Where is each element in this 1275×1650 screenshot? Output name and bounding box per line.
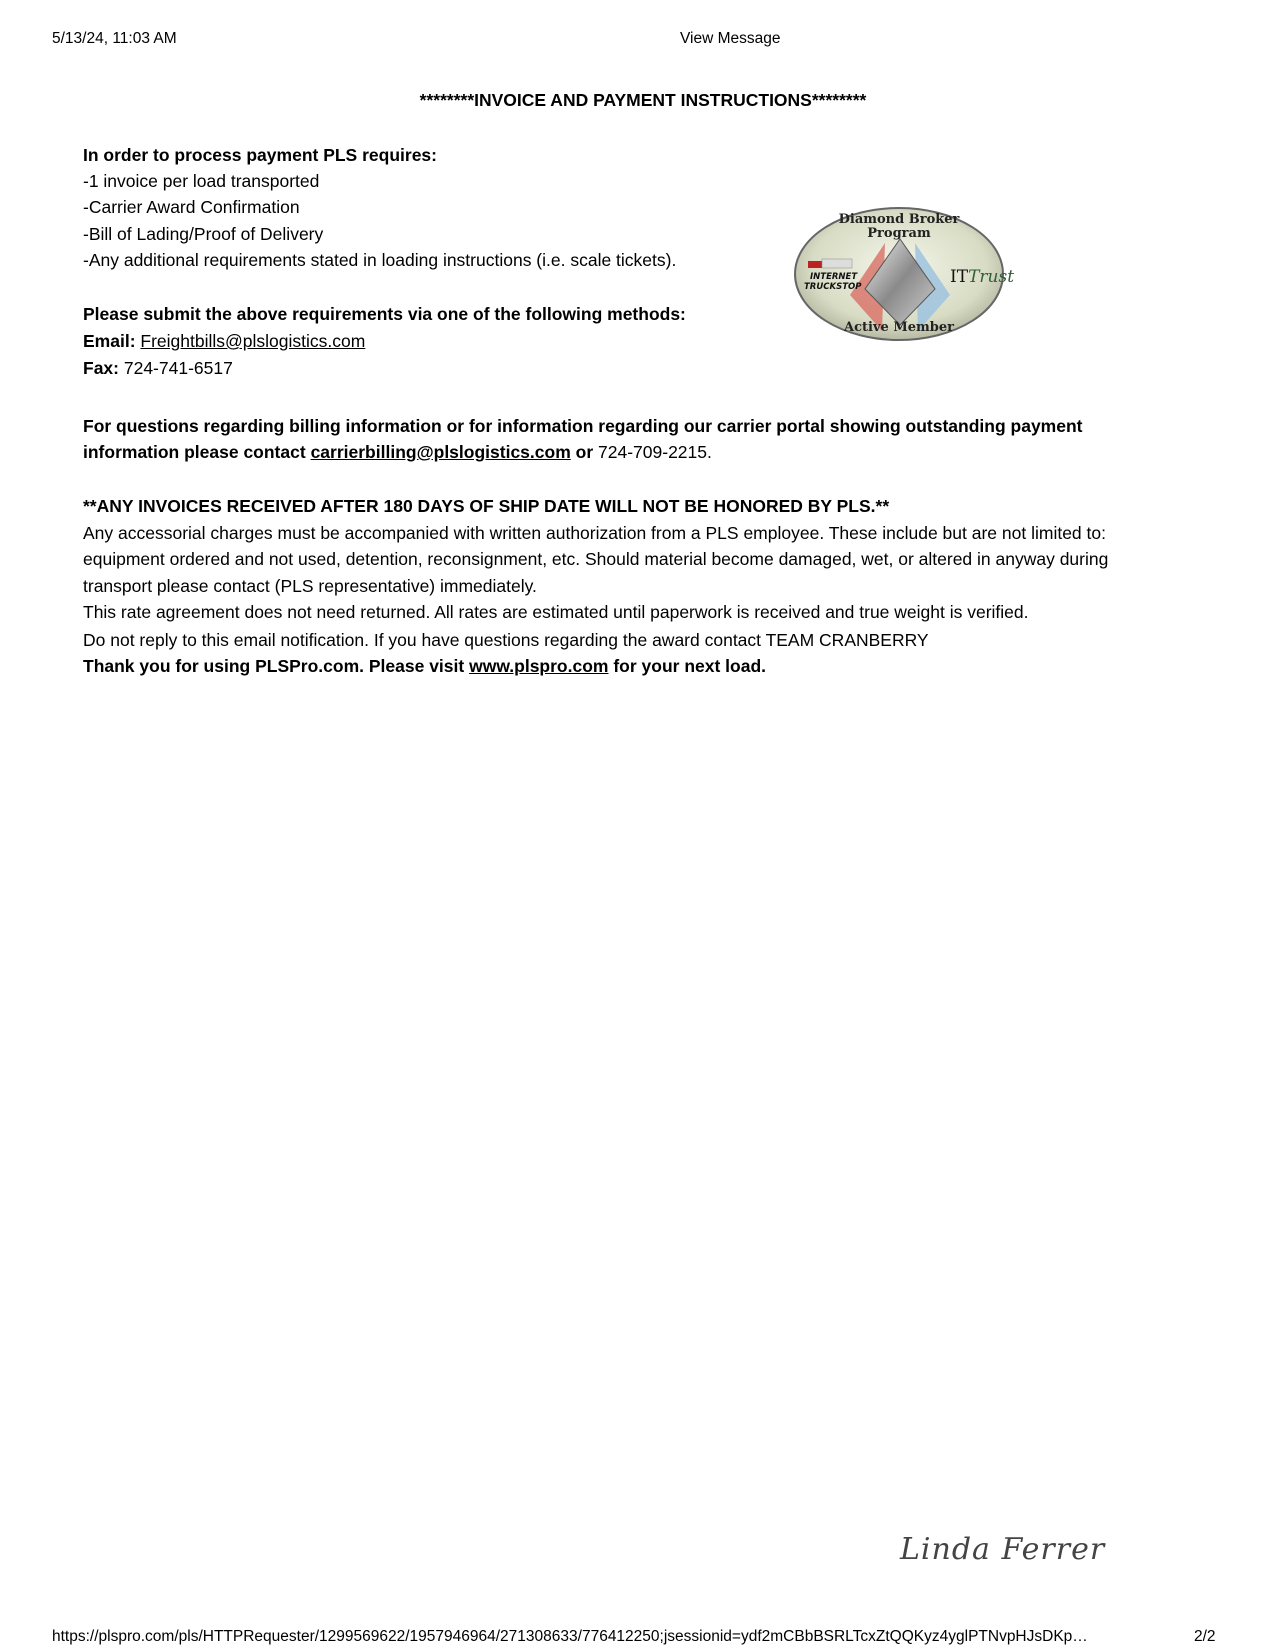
requirement-item: -Bill of Lading/Proof of Delivery xyxy=(83,224,324,244)
email-row xyxy=(83,327,365,355)
email-label: Email: xyxy=(83,331,136,351)
truck-icon xyxy=(808,261,822,268)
badge-left-text-2: TRUCKSTOP xyxy=(804,282,862,292)
requirement-item: -Carrier Award Confirmation xyxy=(83,197,300,217)
print-url: https://plspro.com/pls/HTTPRequester/1299569622/1957946964/271308633/776412250;jsessionid=ydf2mCBbBSRLTcxZtQQKyz4yglPTNvpHJsDKp… xyxy=(52,1628,1088,1645)
accessorial-line: Any accessorial charges must be accompanied with written authorization from a PLS employee. These include but are not limited to: xyxy=(83,523,1106,543)
handwritten-signature: Linda Ferrer xyxy=(900,1532,1106,1567)
badge-top-text: Diamond Broker xyxy=(838,212,960,227)
doc-heading: ********INVOICE AND PAYMENT INSTRUCTIONS******** xyxy=(419,90,867,110)
badge-top-text-2: Program xyxy=(867,226,931,241)
carrierbilling-email-link[interactable]: carrierbilling@plslogistics.com xyxy=(310,442,571,462)
accessorial-line: transport please contact (PLS representative) immediately. xyxy=(83,576,537,596)
fax-row xyxy=(83,354,233,382)
questions-line-1: For questions regarding billing information or for information regarding our carrier portal showing outstanding payment xyxy=(83,416,1083,436)
fax-label: Fax: xyxy=(83,358,119,378)
freightbills-email-link[interactable]: Freightbills@plslogistics.com xyxy=(140,331,366,351)
accessorial-line: equipment ordered and not used, detention, reconsignment, etc. Should material become damaged, wet, or altered in anyway during xyxy=(83,549,1109,569)
badge-bottom-text: Active Member xyxy=(844,320,954,335)
print-title: View Message xyxy=(680,30,781,47)
page-number: 2/2 xyxy=(1194,1628,1216,1645)
badge-left-text: INTERNET xyxy=(810,272,858,282)
thanks-line xyxy=(83,652,766,680)
svg-text:ITTrust xyxy=(950,267,1014,287)
rate-agreement-line: This rate agreement does not need returned. All rates are estimated until paperwork is received and true weight is verified. xyxy=(83,602,1029,622)
thanks-prefix: Thank you for using PLSPro.com. Please visit xyxy=(83,656,465,676)
requirement-item: -Any additional requirements stated in loading instructions (i.e. scale tickets). xyxy=(83,250,677,270)
badge-trust-text: Trust xyxy=(968,267,1015,287)
fax-number: 724-741-6517 xyxy=(123,358,233,378)
warning-text: **ANY INVOICES RECEIVED AFTER 180 DAYS OF SHIP DATE WILL NOT BE HONORED BY PLS.** xyxy=(83,496,890,516)
badge-it-text: IT xyxy=(950,267,969,287)
questions-line-2 xyxy=(83,438,712,466)
questions-prefix: information please contact xyxy=(83,442,306,462)
requirements-title: In order to process payment PLS requires: xyxy=(83,145,437,165)
print-date: 5/13/24, 11:03 AM xyxy=(52,30,177,47)
requirement-item: -1 invoice per load transported xyxy=(83,171,320,191)
diamond-broker-badge xyxy=(790,203,1015,345)
submit-title: Please submit the above requirements via one of the following methods: xyxy=(83,304,686,324)
plspro-link[interactable]: www.plspro.com xyxy=(469,656,609,676)
noreply-line: Do not reply to this email notification. If you have questions regarding the award contact TEAM CRANBERRY xyxy=(83,630,929,650)
thanks-suffix: for your next load. xyxy=(613,656,766,676)
questions-or: or xyxy=(575,442,594,462)
questions-phone: 724-709-2215. xyxy=(598,442,712,462)
